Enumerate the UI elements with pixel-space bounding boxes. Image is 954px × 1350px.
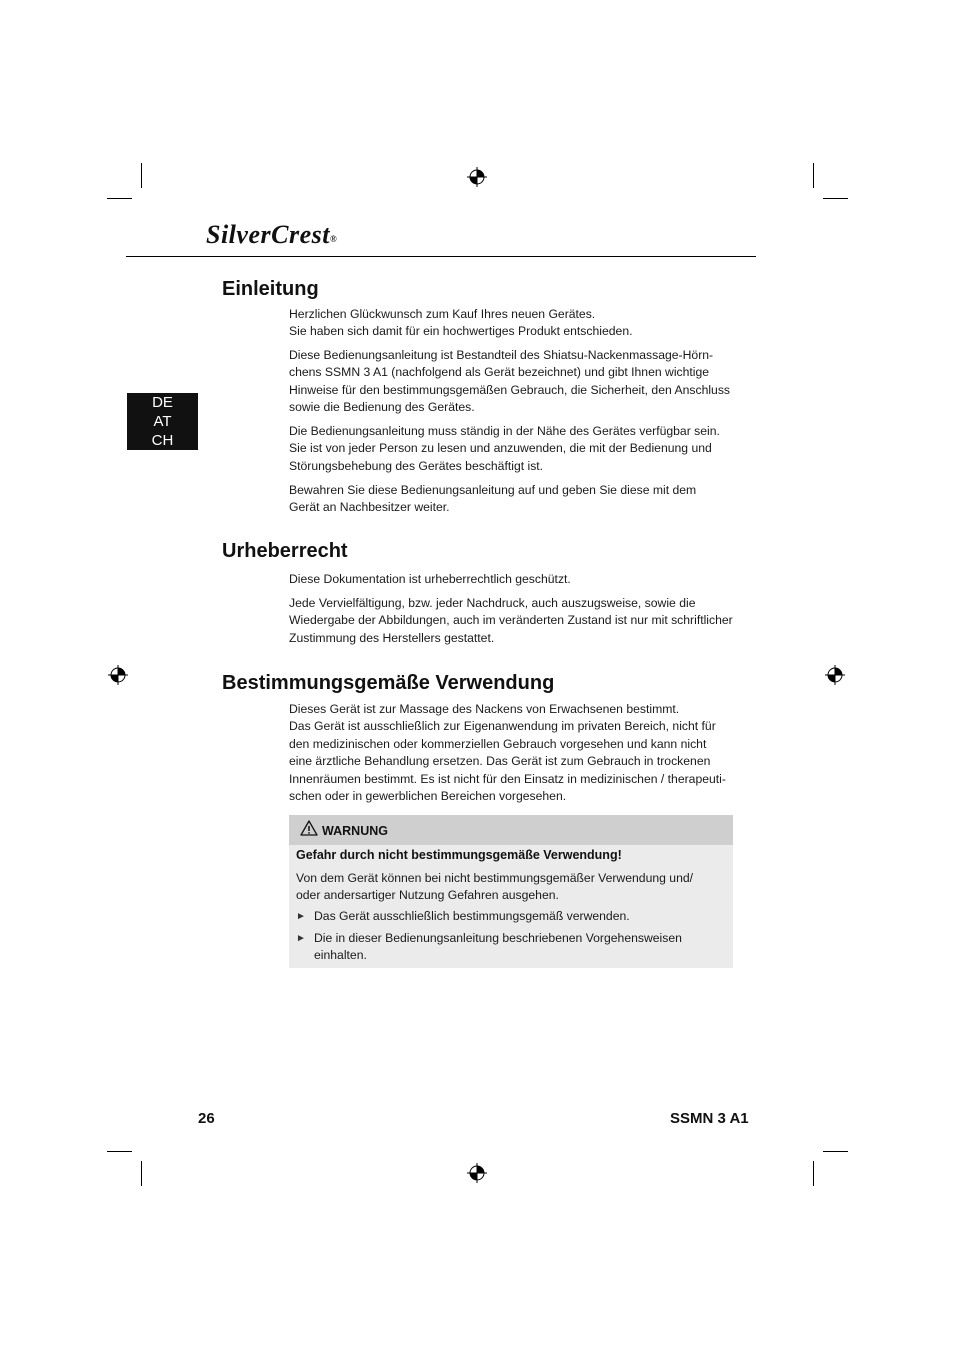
text-line: sowie die Bedienung des Gerätes. (289, 400, 475, 415)
registered-mark: ® (329, 234, 338, 244)
brand-logo (206, 218, 337, 252)
model-number: SSMN 3 A1 (670, 1110, 749, 1127)
language-tab (127, 393, 198, 450)
warning-text (296, 870, 726, 905)
language-code: AT (153, 413, 172, 430)
text-line: Diese Dokumentation ist urheberrechtlich geschützt. (289, 572, 571, 586)
text-line: Das Gerät ist ausschließlich zur Eigenanwendung im privaten Bereich, nicht für (289, 719, 716, 734)
crop-mark (107, 1151, 132, 1152)
bullet-arrow-icon: ► (296, 911, 306, 922)
crop-mark (823, 198, 848, 199)
text-line: Wiedergabe der Abbildungen, auch im veränderten Zustand ist nur mit schriftlicher (289, 613, 733, 628)
text-line: einhalten. (314, 948, 367, 963)
text-line: schen oder in gewerblichen Bereichen vorgesehen. (289, 789, 567, 804)
intro-paragraph (289, 423, 735, 475)
text-line: Zustimmung des Herstellers gestattet. (289, 630, 495, 645)
text-line: Bewahren Sie diese Bedienungsanleitung auf und geben Sie diese mit dem (289, 483, 697, 497)
registration-mark-icon (825, 665, 845, 685)
registration-mark-icon (467, 1163, 487, 1183)
warning-label: WARNUNG (322, 824, 388, 838)
text-line: Sie haben sich damit für ein hochwertiges Produkt entschieden. (289, 324, 633, 339)
text-line: eine ärztliche Behandlung ersetzen. Das Gerät ist zum Gebrauch in trockenen (289, 754, 711, 769)
crop-mark (823, 1151, 848, 1152)
section-title-copyright: Urheberrecht (222, 540, 348, 562)
language-code: CH (151, 432, 174, 449)
crop-mark (141, 163, 142, 188)
section-title-intended-use: Bestimmungsgemäße Verwendung (222, 672, 555, 694)
intro-paragraph (289, 306, 735, 341)
brand-logo-text: SilverCrest (206, 220, 330, 249)
text-line: oder andersartiger Nutzung Gefahren ausgehen. (296, 888, 559, 903)
text-line: Herzlichen Glückwunsch zum Kauf Ihres neuen Gerätes. (289, 307, 596, 321)
copyright-paragraph (289, 595, 735, 647)
text-line: Die Bedienungsanleitung muss ständig in der Nähe des Gerätes verfügbar sein. (289, 424, 720, 438)
text-line: den medizinischen oder kommerziellen Gebrauch vorgesehen und kann nicht (289, 736, 707, 751)
registration-mark-icon (108, 665, 128, 685)
text-line: Innenräumen bestimmt. Es ist nicht für den Einsatz in medizinischen / therapeuti- (289, 771, 726, 786)
crop-mark (813, 1161, 814, 1186)
warning-heading: Gefahr durch nicht bestimmungsgemäße Verwendung! (296, 848, 622, 862)
intro-paragraph (289, 482, 735, 517)
text-line: chens SSMN 3 A1 (nachfolgend als Gerät bezeichnet) und gibt Ihnen wichtige (289, 365, 710, 380)
text-line: Dieses Gerät ist zur Massage des Nackens von Erwachsenen bestimmt. (289, 702, 680, 716)
intended-use-paragraph (289, 701, 735, 805)
intro-paragraph (289, 347, 735, 417)
text-line: Gerät an Nachbesitzer weiter. (289, 500, 450, 515)
crop-mark (141, 1161, 142, 1186)
bullet-arrow-icon: ► (296, 933, 306, 944)
text-line: Das Gerät ausschließlich bestimmungsgemäß verwenden. (314, 909, 630, 923)
header-rule (126, 256, 756, 257)
registration-mark-icon (467, 167, 487, 187)
language-code: DE (152, 394, 173, 411)
text-line: Von dem Gerät können bei nicht bestimmungsgemäßer Verwendung und/ (296, 871, 694, 885)
text-line: Hinweise für den bestimmungsgemäßen Gebrauch, die Sicherheit, den Anschluss (289, 382, 731, 397)
warning-bullet (314, 930, 682, 965)
text-line: Diese Bedienungsanleitung ist Bestandteil des Shiatsu-Nackenmassage-Hörn- (289, 348, 714, 362)
text-line: Die in dieser Bedienungsanleitung beschriebenen Vorgehensweisen (314, 931, 682, 945)
crop-mark (813, 163, 814, 188)
page-number: 26 (198, 1110, 215, 1127)
text-line: Störungsbehebung des Gerätes beschäftigt ist. (289, 458, 544, 473)
copyright-paragraph (289, 571, 735, 588)
warning-bullet (314, 908, 630, 925)
crop-mark (107, 198, 132, 199)
warning-triangle-icon (300, 820, 318, 836)
text-line: Jede Vervielfältigung, bzw. jeder Nachdruck, auch auszugsweise, sowie die (289, 596, 696, 610)
section-title-intro: Einleitung (222, 278, 319, 300)
text-line: Sie ist von jeder Person zu lesen und anzuwenden, die mit der Bedienung und (289, 441, 712, 456)
